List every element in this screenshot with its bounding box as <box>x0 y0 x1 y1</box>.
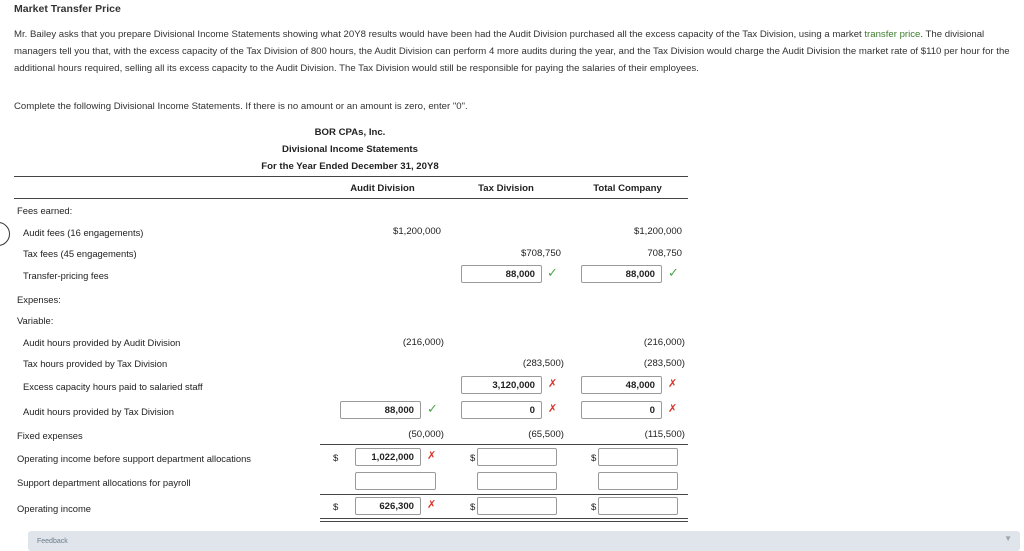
column-header-rule <box>14 198 688 199</box>
tax-hours-tax: (283,500) <box>522 358 564 369</box>
dollar-sign: $ <box>470 502 476 513</box>
double-rule-bottom <box>320 521 688 522</box>
dollar-sign: $ <box>591 502 597 513</box>
excess-hours-total-input[interactable]: 48,000 <box>581 376 662 394</box>
op-before-total-input[interactable] <box>598 448 678 466</box>
tax-fees-tax: $708,750 <box>520 248 561 259</box>
row-transfer-fees: Transfer-pricing fees <box>23 270 109 281</box>
fixed-total: (115,500) <box>644 429 685 440</box>
op-income-total-input[interactable] <box>598 497 678 515</box>
row-tax-hours: Tax hours provided by Tax Division <box>23 358 168 369</box>
row-tax-fees: Tax fees (45 engagements) <box>23 248 137 259</box>
support-tax-input[interactable] <box>477 472 557 490</box>
company-name: BOR CPAs, Inc. <box>314 127 386 138</box>
statement-period: For the Year Ended December 31, 20Y8 <box>261 161 439 172</box>
header-rule <box>14 176 688 177</box>
row-fees-earned: Fees earned: <box>17 205 73 216</box>
row-op-income-before: Operating income before support department allocations <box>17 453 251 464</box>
transfer-fees-total-input[interactable]: 88,000 <box>581 265 662 283</box>
col-audit-division: Audit Division <box>350 183 415 194</box>
row-excess-hours: Excess capacity hours paid to salaried staff <box>23 381 203 392</box>
incorrect-x-icon: ✗ <box>668 378 678 390</box>
op-before-tax-input[interactable] <box>477 448 557 466</box>
transfer-price-link[interactable]: transfer price <box>864 29 921 40</box>
excess-hours-tax-input[interactable]: 3,120,000 <box>461 376 542 394</box>
row-support-allocations: Support department allocations for payroll <box>17 477 191 488</box>
audit-by-tax-tax-input[interactable]: 0 <box>461 401 542 419</box>
correct-check-icon: ✓ <box>427 401 438 416</box>
audit-hours-total: (216,000) <box>643 337 685 348</box>
page-title: Market Transfer Price <box>14 3 121 15</box>
feedback-bar[interactable] <box>28 531 1020 551</box>
audit-by-tax-audit-input[interactable]: 88,000 <box>340 401 421 419</box>
correct-check-icon: ✓ <box>547 265 558 280</box>
dollar-sign: $ <box>470 453 476 464</box>
audit-fees-audit: $1,200,000 <box>392 226 441 237</box>
support-audit-input[interactable] <box>355 472 436 490</box>
incorrect-x-icon: ✗ <box>548 378 558 390</box>
instructions: Complete the following Divisional Income Statements. If there is no amount or an amount is zero, enter "0". <box>14 101 468 112</box>
transfer-fees-tax-input[interactable]: 88,000 <box>461 265 542 283</box>
audit-fees-total: $1,200,000 <box>633 226 682 237</box>
paragraph-text-2: . The divisional managers tell you that, with the excess capacity of the Tax Division of 800 hours, the Audit Division can perform 4 more audits during the year, and the Tax Division would charge the Audit Division the market rate of $110 per hour for the additional hours required, selling all its excess capacity to the Audit Division. The Tax Division would still be responsible for paying the salaries of their employees. <box>14 29 1010 74</box>
op-income-audit-input[interactable]: 626,300 <box>355 497 421 515</box>
expand-arrow-icon[interactable]: ▼ <box>1004 534 1012 543</box>
col-tax-division: Tax Division <box>478 183 534 194</box>
audit-by-tax-total-input[interactable]: 0 <box>581 401 662 419</box>
row-operating-income: Operating income <box>17 503 91 514</box>
statement-name: Divisional Income Statements <box>282 144 418 155</box>
dollar-sign: $ <box>333 502 339 513</box>
problem-paragraph <box>14 26 1018 77</box>
question-indicator <box>0 222 10 246</box>
subtotal-rule <box>320 444 688 445</box>
feedback-label: Feedback <box>37 538 68 545</box>
fixed-audit: (50,000) <box>408 429 444 440</box>
paragraph-text-1: Mr. Bailey asks that you prepare Divisional Income Statements showing what 20Y8 results would have been had the Audit Division purchased all the excess capacity of the Tax Division, using a market <box>14 29 865 40</box>
row-audit-fees: Audit fees (16 engagements) <box>23 227 144 238</box>
dollar-sign: $ <box>591 453 597 464</box>
audit-hours-audit: (216,000) <box>402 337 444 348</box>
tax-hours-total: (283,500) <box>643 358 685 369</box>
incorrect-x-icon: ✗ <box>548 403 558 415</box>
total-rule <box>320 494 688 495</box>
dollar-sign: $ <box>333 453 339 464</box>
row-fixed-expenses: Fixed expenses <box>17 430 83 441</box>
col-total-company: Total Company <box>593 183 662 194</box>
op-before-audit-input[interactable]: 1,022,000 <box>355 448 421 466</box>
row-variable: Variable: <box>17 315 54 326</box>
incorrect-x-icon: ✗ <box>427 499 437 511</box>
fixed-tax: (65,500) <box>528 429 564 440</box>
incorrect-x-icon: ✗ <box>668 403 678 415</box>
op-income-tax-input[interactable] <box>477 497 557 515</box>
correct-check-icon: ✓ <box>668 265 679 280</box>
tax-fees-total: 708,750 <box>647 248 682 259</box>
support-total-input[interactable] <box>598 472 678 490</box>
row-expenses: Expenses: <box>17 294 61 305</box>
double-rule-top <box>320 518 688 519</box>
row-audit-hours: Audit hours provided by Audit Division <box>23 337 181 348</box>
row-audit-by-tax: Audit hours provided by Tax Division <box>23 406 174 417</box>
incorrect-x-icon: ✗ <box>427 450 437 462</box>
